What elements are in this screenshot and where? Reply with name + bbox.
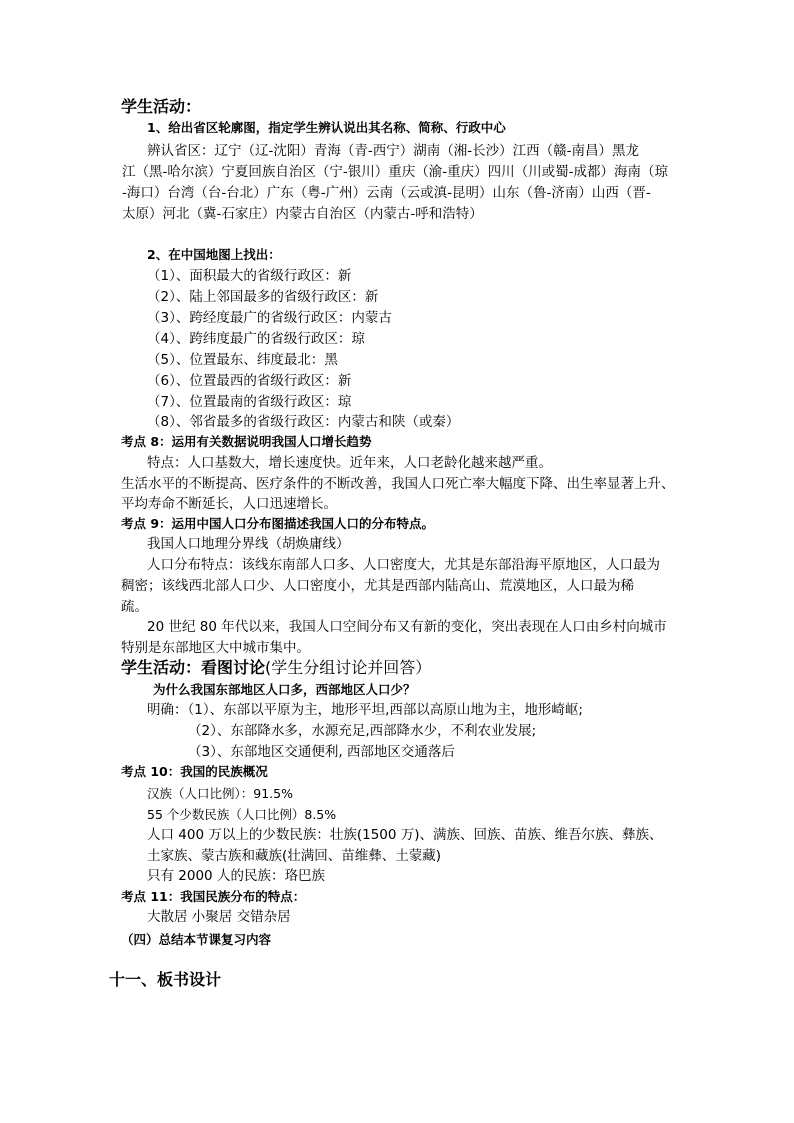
activity-step2-heading: 2、在中国地图上找出： <box>147 247 281 262</box>
point10-line-2: 55 个少数民族（人口比例）8.5% <box>147 807 337 822</box>
province-line-3: -海口）台湾（台-台北）广东（粤-广州）云南（云或滇-昆明）山东（鲁-济南）山西（晋- <box>122 185 651 201</box>
activity2-title <box>121 660 431 676</box>
province-line-2: 江（黑-哈尔滨）宁夏回族自治区（宁-银川）重庆（渝-重庆）四川（川或蜀-成都）海南（琼 <box>122 164 668 180</box>
point10-line-5: 只有 2000 人的民族：珞巴族 <box>147 868 325 884</box>
activity-title: 学生活动： <box>121 97 202 116</box>
point9-line-4: 疏。 <box>121 599 148 615</box>
point10-heading: 考点 10：我国的民族概况 <box>121 764 268 779</box>
activity2-answer-1 <box>147 704 583 718</box>
map-item-8: （8）、邻省最多的省级行政区：内蒙古和陕（或秦） <box>147 414 460 430</box>
point9-line-6: 特别是东部地区大中城市集中。 <box>121 640 310 656</box>
province-line-4: 太原）河北（冀-石家庄）内蒙古自治区（内蒙古-呼和浩特） <box>122 206 483 222</box>
map-item-3: （3）、跨经度最广的省级行政区：内蒙古 <box>147 310 392 326</box>
point9-line-1: 我国人口地理分界线（胡焕庸线） <box>147 536 350 552</box>
activity2-title-rest: (学生分组讨论并回答） <box>265 658 432 677</box>
summary-line: （四）总结本节课复习内容 <box>121 932 272 947</box>
activity2-answer-3: （3）、东部地区交通便利, 西部地区交通落后 <box>188 744 455 760</box>
activity-step1-heading: 1、给出省区轮廓图，指定学生辨认说出其名称、简称、行政中心 <box>147 120 506 135</box>
map-item-7: （7）、位置最南的省级行政区：琼 <box>147 394 352 410</box>
map-item-4: （4）、跨纬度最广的省级行政区：琼 <box>147 331 365 347</box>
point9-line-2: 人口分布特点：该线东南部人口多、人口密度大，尤其是东部沿海平原地区，人口最为 <box>147 557 660 573</box>
point8-heading: 考点 8：运用有关数据说明我国人口增长趋势 <box>121 434 372 449</box>
point8-line-3: 平均寿命不断延长，人口迅速增长。 <box>121 496 337 512</box>
point10-line-4: 土家族、蒙古族和藏族(壮满回、苗维彝、土蒙藏) <box>147 848 442 864</box>
map-item-5: （5）、位置最东、纬度最北：黑 <box>147 352 338 368</box>
point9-line-3: 稠密；该线西北部人口少、人口密度小，尤其是西部内陆高山、荒漠地区，人口最为稀 <box>121 578 634 594</box>
point11-heading: 考点 11：我国民族分布的特点： <box>121 889 306 904</box>
activity2-title-bold: 学生活动：看图讨论 <box>121 658 266 677</box>
map-item-6: （6）、位置最西的省级行政区：新 <box>147 373 352 389</box>
answer-text-1: （1）、东部以平原为主，地形平坦,西部以高原山地为主，地形崎岖; <box>187 702 583 718</box>
province-line-1: 辨认省区：辽宁（辽-沈阳）青海（青-西宁）湖南（湘-长沙）江西（赣-南昌）黑龙 <box>147 143 639 159</box>
point8-line-2: 生活水平的不断提高、医疗条件的不断改善，我国人口死亡率大幅度下降、出生率显著上升、 <box>121 476 675 492</box>
activity2-answer-2: （2）、东部降水多，水源充足,西部降水少，不利农业发展; <box>188 723 537 739</box>
answer-label: 明确： <box>147 702 188 718</box>
point9-line-5: 20 世纪 80 年代以来，我国人口空间分布又有新的变化，突出表现在人口由乡村向城市 <box>147 619 667 635</box>
point8-line-1: 特点：人口基数大，增长速度快。近年来，人口老龄化越来越严重。 <box>147 455 552 471</box>
point10-line-3: 人口 400 万以上的少数民族：壮族(1500 万)、满族、回族、苗族、维吾尔族、彝族、 <box>147 827 663 843</box>
point11-line: 大散居 小聚居 交错杂居 <box>147 909 291 925</box>
point9-heading: 考点 9：运用中国人口分布图描述我国人口的分布特点。 <box>121 516 435 531</box>
section11-heading: 十一、板书设计 <box>109 970 222 989</box>
activity2-question: 为什么我国东部地区人口多，西部地区人口少？ <box>153 682 416 697</box>
point10-line-1: 汉族（人口比例）：91.5% <box>147 786 293 801</box>
map-item-1: （1）、面积最大的省级行政区：新 <box>147 268 352 284</box>
map-item-2: （2）、陆上邻国最多的省级行政区：新 <box>147 289 379 305</box>
